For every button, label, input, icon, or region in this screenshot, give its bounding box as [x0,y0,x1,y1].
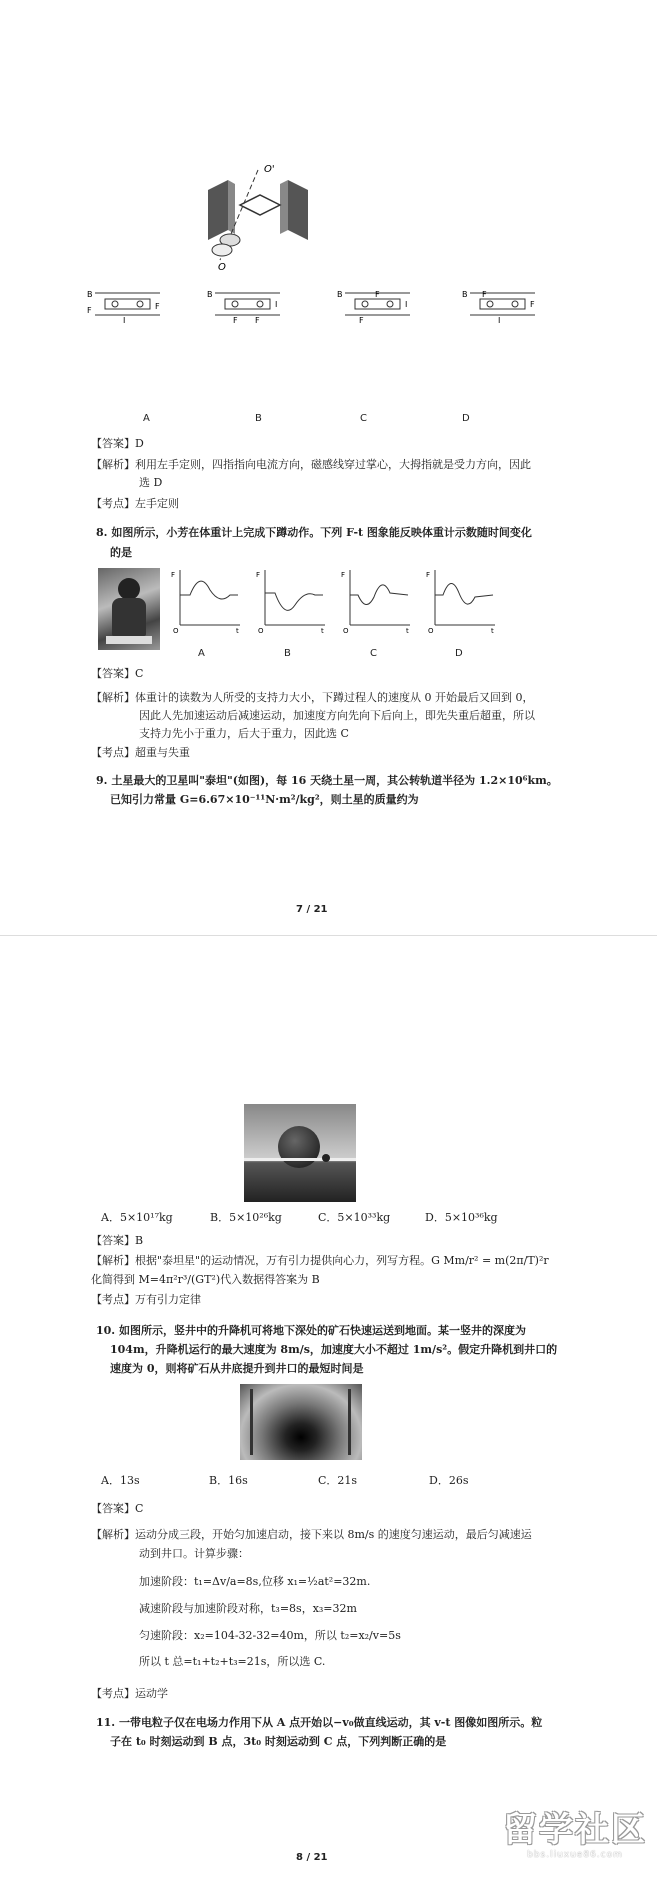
svg-text:F: F [155,302,160,311]
q7-analysis-line1: 【解析】利用左手定则，四指指向电流方向，磁感线穿过掌心，大拇指就是受力方向，因此 [91,458,531,471]
graph-b [256,570,325,635]
q11-question-line1: 11. 一带电粒子仅在电场力作用下从 A 点开始以−v₀做直线运动，其 v-t 图像如图所示。粒 [96,1716,543,1729]
svg-text:t: t [406,627,409,635]
svg-text:I: I [498,316,501,325]
svg-text:F: F [482,290,487,299]
q10-analysis-line2: 动到井口。计算步骤： [139,1547,249,1560]
svg-text:B: B [207,290,213,299]
q9-option-d: D．5×10³⁶kg [425,1211,498,1224]
q9-option-a: A．5×10¹⁷kg [101,1211,173,1224]
svg-text:F: F [359,316,364,325]
graph-a [171,570,240,635]
q8-answer: 【答案】C [91,667,144,680]
svg-text:B: B [337,290,343,299]
q8-option-d: D [455,648,463,659]
svg-text:F: F [87,306,92,315]
svg-text:O: O [258,627,264,635]
mine-shaft-photo [240,1384,362,1460]
q10-step2: 减速阶段与加速阶段对称，t₃=8s，x₃=32m [139,1602,357,1615]
q11-question-line2: 子在 t₀ 时刻运动到 B 点，3t₀ 时刻运动到 C 点，下列判断正确的是 [110,1735,447,1748]
q7-option-b: B [255,413,262,424]
svg-text:t: t [321,627,324,635]
page-8 [0,935,657,1882]
svg-text:F: F [171,571,176,579]
diagram-c [337,290,410,325]
q10-step4: 所以 t 总=t₁+t₂+t₃=21s，所以选 C. [139,1655,326,1668]
q9-analysis-line1: 【解析】根据"泰坦星"的运动情况，万有引力提供向心力，列写方程。G Mm/r² = m(2π/T)²r [91,1254,549,1267]
q7-analysis-line2: 选 D [139,476,163,489]
page-number-7: 7 / 21 [296,904,328,915]
q10-option-a: A．13s [101,1474,140,1487]
q10-analysis-line1: 【解析】运动分成三段，开始匀加速启动，接下来以 8m/s 的速度匀速运动，最后匀减速运 [91,1528,532,1541]
diagram-b [207,290,280,325]
q9-question-line2: 已知引力常量 G=6.67×10⁻¹¹N·m²/kg²，则土星的质量约为 [110,793,419,806]
q10-point: 【考点】运动学 [91,1687,168,1700]
q7-option-a: A [143,413,150,424]
ft-graphs [170,565,500,635]
q10-option-b: B．16s [209,1474,248,1487]
force-diagrams [85,285,565,330]
q7-option-d: D [462,413,470,424]
q10-question-line1: 10. 如图所示，竖井中的升降机可将地下深处的矿石快速运送到地面。某一竖井的深度为 [96,1324,526,1337]
q8-point: 【考点】超重与失重 [91,746,190,759]
q9-question-line1: 9. 土星最大的卫星叫"泰坦"(如图)，每 16 天绕土星一周，其公转轨道半径为 1.2×10⁶km。 [96,774,558,787]
watermark-url: bbs.liuxue86.com [527,1850,623,1860]
q9-answer: 【答案】B [91,1234,144,1247]
svg-text:B: B [87,290,93,299]
svg-text:O: O [428,627,434,635]
svg-text:F: F [256,571,261,579]
svg-text:F: F [255,316,260,325]
q9-option-b: B．5×10²⁶kg [210,1211,282,1224]
q7-point: 【考点】左手定则 [91,497,179,510]
svg-text:F: F [341,571,346,579]
svg-text:B: B [462,290,468,299]
svg-text:F: F [233,316,238,325]
q8-option-c: C [370,648,377,659]
q8-option-b: B [284,648,291,659]
q10-option-c: C．21s [318,1474,358,1487]
svg-text:O: O [173,627,179,635]
diagram-a [87,290,160,325]
saturn-photo [244,1104,356,1202]
svg-text:F: F [375,290,380,299]
q10-option-d: D．26s [429,1474,469,1487]
svg-text:t: t [491,627,494,635]
svg-text:O: O [343,627,349,635]
q10-answer: 【答案】C [91,1502,144,1515]
page-number-8: 8 / 21 [296,1852,328,1863]
q8-option-a: A [198,648,205,659]
q8-question-line2: 的是 [110,546,132,559]
q9-point: 【考点】万有引力定律 [91,1293,201,1306]
svg-text:I: I [405,300,408,309]
q10-step1: 加速阶段：t₁=Δv/a=8s,位移 x₁=½at²=32m. [139,1575,371,1588]
watermark-text: 留学社区 [503,1810,647,1850]
svg-text:t: t [236,627,239,635]
svg-text:F: F [426,571,431,579]
label-o-prime: O' [264,164,275,175]
svg-text:I: I [275,300,278,309]
q10-step3: 匀速阶段：x₂=104-32-32=40m，所以 t₂=x₂/v=5s [139,1629,401,1642]
svg-text:I: I [123,316,126,325]
q8-analysis-line3: 支持力先小于重力，后大于重力，因此选 C [139,727,349,740]
watermark-logo [500,1810,650,1860]
q7-option-c: C [360,413,367,424]
q8-question-line1: 8. 如图所示，小芳在体重计上完成下蹲动作。下列 F-t 图象能反映体重计示数随时间变化 [96,526,532,539]
q9-option-c: C．5×10³³kg [318,1211,391,1224]
q9-analysis-line2: 化简得到 M=4π²r³/(GT²)代入数据得答案为 B [91,1273,320,1286]
q10-question-line2: 104m，升降机运行的最大速度为 8m/s，加速度大小不超过 1m/s²。假定升降机到井口的 [110,1343,558,1356]
q8-analysis-line1: 【解析】体重计的读数为人所受的支持力大小，下蹲过程人的速度从 0 开始最后又回到 0， [91,691,534,704]
svg-text:F: F [530,300,535,309]
q10-question-line3: 速度为 0，则将矿石从井底提升到井口的最短时间是 [110,1362,364,1375]
q8-analysis-line2: 因此人先加速运动后减速运动，加速度方向先向下后向上，即先失重后超重，所以 [139,709,535,722]
scale-photo [98,568,160,650]
page-7 [0,0,657,935]
graph-c [341,570,410,635]
motor-figure [180,160,330,275]
graph-d [426,570,495,635]
q7-answer: 【答案】D [91,437,144,450]
label-o: O [218,262,226,273]
diagram-d [462,290,535,325]
